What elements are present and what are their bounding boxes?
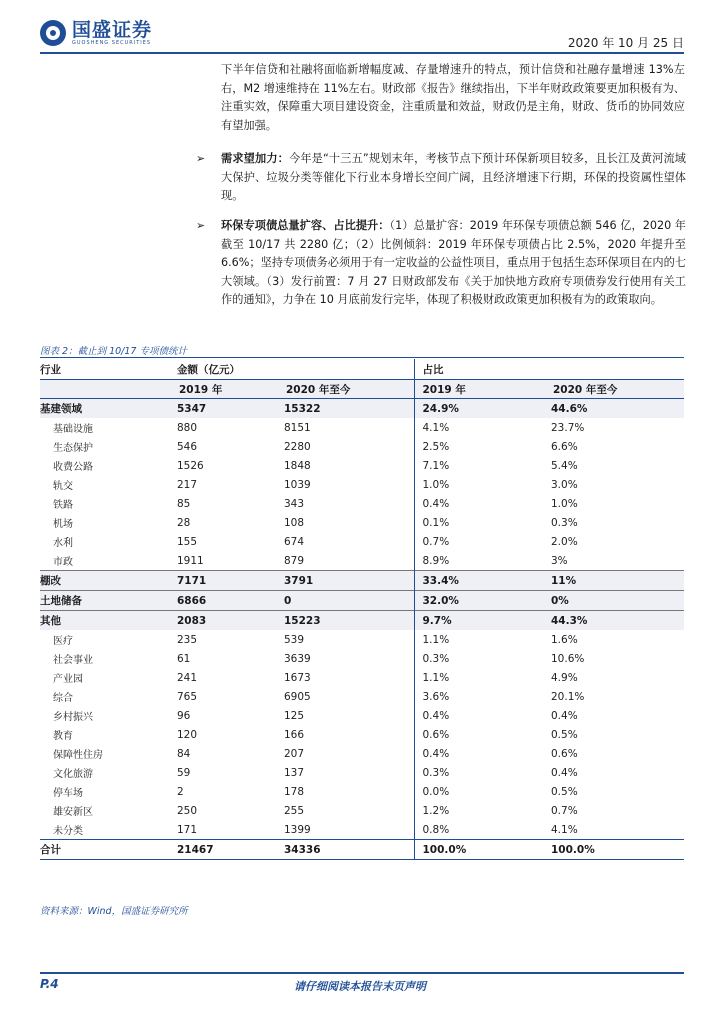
bullet-demand-title: 需求望加力：: [221, 152, 289, 165]
cell-amount-2020: 343: [284, 497, 305, 510]
cell-share-2020: 44.3%: [551, 611, 684, 631]
cell-share-2019: 0.3%: [414, 763, 551, 782]
cell-amount-2019: 120: [177, 728, 198, 741]
header-share: 占比: [414, 359, 684, 380]
arrow-bullet-icon: ➢: [196, 219, 206, 232]
table-row: [40, 820, 684, 840]
table-caption: 图表 2：截止到 10/17 专项债统计: [40, 346, 187, 357]
bullet-bonds-title: 环保专项债总量扩容、占比提升：: [221, 219, 390, 232]
cell-industry: 水利: [53, 538, 73, 549]
report-date: 2020 年 10 月 25 日: [567, 36, 684, 50]
cell-share-2020: 2.0%: [551, 535, 578, 548]
cell-industry: 收费公路: [53, 462, 93, 473]
cell-industry: 生态保护: [53, 443, 93, 454]
table-row: [40, 630, 684, 649]
cell-amount-2020: 2280: [284, 440, 311, 453]
table-row: [40, 456, 684, 475]
subheader-amount-2019: 2019 年: [177, 380, 284, 399]
cell-share-2019: 7.1%: [414, 456, 551, 475]
table-row: [40, 494, 684, 513]
subheader-share-2020: 2020 年至今: [551, 380, 684, 399]
cell-amount-2019: 5347: [177, 399, 284, 419]
table-row: [40, 649, 684, 668]
cell-amount-2019: 28: [177, 516, 191, 529]
cell-share-2020: 6.6%: [551, 440, 578, 453]
cell-amount-2020: 137: [284, 766, 305, 779]
subheader-amount-2020: 2020 年至今: [284, 380, 414, 399]
table-row: [40, 475, 684, 494]
cell-share-2019: 8.9%: [414, 551, 551, 571]
cell-amount-2020: 8151: [284, 421, 311, 434]
cell-amount-2019: 84: [177, 747, 191, 760]
cell-amount-2020: 166: [284, 728, 305, 741]
table-row: [40, 418, 684, 437]
logo-icon: [40, 20, 66, 46]
caption-divider: [40, 357, 684, 358]
cell-amount-2019: 59: [177, 766, 191, 779]
cell-share-2019: 1.1%: [414, 630, 551, 649]
table-row: [40, 437, 684, 456]
cell-amount-2019: 155: [177, 535, 198, 548]
cell-share-2019: 0.0%: [414, 782, 551, 801]
cell-amount-2019: 171: [177, 823, 198, 836]
cell-share-2019: 24.9%: [414, 399, 551, 419]
header-industry: 行业: [40, 359, 177, 380]
cell-amount-2019: 546: [177, 440, 198, 453]
cell-amount-2020: 255: [284, 804, 305, 817]
cell-amount-2019: 765: [177, 690, 198, 703]
cell-amount-2020: 178: [284, 785, 305, 798]
cell-share-2019: 0.4%: [414, 744, 551, 763]
cell-share-2019: 4.1%: [414, 418, 551, 437]
table-row: [40, 513, 684, 532]
cell-share-2019: 0.7%: [414, 532, 551, 551]
cell-share-2020: 5.4%: [551, 459, 578, 472]
cell-share-2019: 0.8%: [414, 820, 551, 840]
cell-amount-2019: 235: [177, 633, 198, 646]
cell-share-2020: 10.6%: [551, 652, 585, 665]
cell-industry: 产业园: [53, 674, 83, 685]
cell-share-2020: 100.0%: [551, 840, 684, 860]
cell-share-2019: 0.4%: [414, 706, 551, 725]
cell-industry: 文化旅游: [53, 769, 93, 780]
cell-share-2019: 1.1%: [414, 668, 551, 687]
cell-amount-2019: 1526: [177, 459, 204, 472]
cell-share-2020: 20.1%: [551, 690, 585, 703]
cell-industry: 未分类: [53, 826, 83, 837]
cell-share-2019: 33.4%: [414, 571, 551, 591]
cell-share-2019: 1.2%: [414, 801, 551, 820]
cell-industry: 社会事业: [53, 655, 93, 666]
cell-share-2020: 4.1%: [551, 823, 578, 836]
cell-industry: 其他: [40, 611, 177, 631]
cell-amount-2020: 15223: [284, 611, 414, 631]
cell-amount-2019: 250: [177, 804, 198, 817]
cell-share-2020: 0.4%: [551, 766, 578, 779]
table-total-row: [40, 840, 684, 860]
cell-industry: 雄安新区: [53, 807, 93, 818]
cell-share-2019: 9.7%: [414, 611, 551, 631]
cell-industry: 保障性住房: [53, 750, 103, 761]
bullet-special-bonds: [196, 217, 686, 310]
table-category-row: [40, 611, 684, 631]
cell-share-2020: 1.6%: [551, 633, 578, 646]
cell-amount-2020: 1848: [284, 459, 311, 472]
cell-amount-2020: 674: [284, 535, 305, 548]
cell-amount-2020: 539: [284, 633, 305, 646]
cell-industry: 乡村振兴: [53, 712, 93, 723]
cell-industry: 市政: [53, 557, 73, 568]
cell-share-2019: 2.5%: [414, 437, 551, 456]
cell-industry: 医疗: [53, 636, 73, 647]
cell-amount-2019: 217: [177, 478, 198, 491]
special-bond-table: [40, 359, 684, 860]
arrow-bullet-icon: ➢: [196, 152, 206, 165]
cell-share-2019: 0.1%: [414, 513, 551, 532]
table-source: 资料来源：Wind，国盛证券研究所: [40, 906, 188, 917]
subheader-share-2019: 2019 年: [414, 380, 551, 399]
cell-share-2019: 0.6%: [414, 725, 551, 744]
cell-amount-2020: 125: [284, 709, 305, 722]
cell-amount-2019: 1911: [177, 554, 204, 567]
cell-share-2020: 4.9%: [551, 671, 578, 684]
cell-share-2019: 1.0%: [414, 475, 551, 494]
cell-amount-2020: 3639: [284, 652, 311, 665]
intro-paragraph: 下半年信贷和社融将面临新增幅度减、存量增速升的特点，预计信贷和社融存量增速 13%左右，M2 增速维持在 11%左右。财政部《报告》继续指出，下半年财政政策要更加积极有为、注重实效，保障重大项目建设资金，注重质量和效益，财政仍是主角，财政、货币的协同效应有望加强。: [221, 63, 685, 132]
cell-share-2020: 0.5%: [551, 785, 578, 798]
cell-amount-2019: 2083: [177, 611, 284, 631]
cell-amount-2019: 7171: [177, 571, 284, 591]
cell-industry: 土地储备: [40, 591, 177, 611]
cell-amount-2019: 61: [177, 652, 191, 665]
table-row: [40, 687, 684, 706]
cell-share-2019: 100.0%: [414, 840, 551, 860]
table-row: [40, 782, 684, 801]
cell-share-2020: 11%: [551, 571, 684, 591]
cell-industry: 基建领域: [40, 399, 177, 419]
cell-amount-2019: 96: [177, 709, 191, 722]
cell-industry: 轨交: [53, 481, 73, 492]
cell-industry: 铁路: [53, 500, 73, 511]
cell-amount-2019: 6866: [177, 591, 284, 611]
table-row: [40, 801, 684, 820]
bullet-demand: [196, 150, 686, 206]
table-category-row: [40, 571, 684, 591]
cell-amount-2020: 15322: [284, 399, 414, 419]
cell-industry: 机场: [53, 519, 73, 530]
table-row: [40, 706, 684, 725]
cell-amount-2020: 0: [284, 591, 414, 611]
table-row: [40, 725, 684, 744]
subheader-blank: [40, 380, 177, 399]
cell-amount-2020: 6905: [284, 690, 311, 703]
cell-share-2020: 23.7%: [551, 421, 585, 434]
cell-share-2019: 32.0%: [414, 591, 551, 611]
cell-amount-2020: 879: [284, 554, 305, 567]
cell-share-2020: 1.0%: [551, 497, 578, 510]
table-row: [40, 532, 684, 551]
cell-share-2019: 0.4%: [414, 494, 551, 513]
cell-industry: 合计: [40, 840, 177, 860]
table-row: [40, 551, 684, 571]
cell-amount-2020: 34336: [284, 840, 414, 860]
cell-share-2020: 3%: [551, 554, 568, 567]
cell-industry: 停车场: [53, 788, 83, 799]
cell-amount-2019: 2: [177, 785, 184, 798]
header-divider: [40, 52, 684, 54]
company-logo: [40, 20, 152, 46]
cell-amount-2020: 1673: [284, 671, 311, 684]
cell-share-2020: 0.7%: [551, 804, 578, 817]
cell-amount-2020: 1039: [284, 478, 311, 491]
header-amount: 金额（亿元）: [177, 359, 414, 380]
cell-share-2019: 3.6%: [414, 687, 551, 706]
cell-industry: 教育: [53, 731, 73, 742]
cell-share-2020: 44.6%: [551, 399, 684, 419]
cell-amount-2019: 21467: [177, 840, 284, 860]
table-row: [40, 668, 684, 687]
cell-share-2020: 0.3%: [551, 516, 578, 529]
page-number: P.4: [40, 977, 59, 991]
cell-amount-2019: 85: [177, 497, 191, 510]
cell-share-2020: 0.4%: [551, 709, 578, 722]
cell-share-2020: 0.6%: [551, 747, 578, 760]
cell-amount-2019: 241: [177, 671, 198, 684]
cell-industry: 棚改: [40, 571, 177, 591]
cell-share-2020: 3.0%: [551, 478, 578, 491]
table-subheader-row: [40, 380, 684, 399]
footer-divider: [40, 972, 684, 974]
cell-amount-2019: 880: [177, 421, 198, 434]
table-row: [40, 744, 684, 763]
table-category-row: [40, 399, 684, 419]
table-row: [40, 763, 684, 782]
cell-amount-2020: 3791: [284, 571, 414, 591]
cell-amount-2020: 1399: [284, 823, 311, 836]
logo-name: 国盛证券: [72, 19, 153, 41]
table-category-row: [40, 591, 684, 611]
footer-disclaimer: 请仔细阅读本报告末页声明: [294, 980, 426, 993]
cell-amount-2020: 108: [284, 516, 305, 529]
cell-industry: 综合: [53, 693, 73, 704]
cell-share-2020: 0.5%: [551, 728, 578, 741]
cell-share-2019: 0.3%: [414, 649, 551, 668]
bullet-bonds-text: （1）总量扩容：2019 年环保专项债总额 546 亿，2020 年截至 10/17 共 2280 亿；（2）比例倾斜：2019 年环保专项债占比 2.5%，2020 年提升至 6.6%；坚持专项债务必须用于有一定收益的公益性项目，重点用于包括生态环保项目在内的七大领域。（3）发行前置：7 月 27 日财政部发布《关于加快地方政府专项债券发行使用有关工作的通知》，力争在 10 月底前发行完毕，体现了积极财政政策更加积极有为的政策取向。: [221, 219, 686, 306]
cell-industry: 基础设施: [53, 424, 93, 435]
table-header-row: [40, 359, 684, 380]
bullet-demand-text: 今年是“十三五”规划末年，考核节点下预计环保新项目较多，且长江及黄河流域大保护、垃圾分类等催化下行业本身增长空间广阔，且经济增速下行期，环保的投资属性望体现。: [221, 152, 686, 202]
cell-share-2020: 0%: [551, 591, 684, 611]
cell-amount-2020: 207: [284, 747, 305, 760]
logo-english-name: GUOSHENG SECURITIES: [72, 40, 152, 46]
